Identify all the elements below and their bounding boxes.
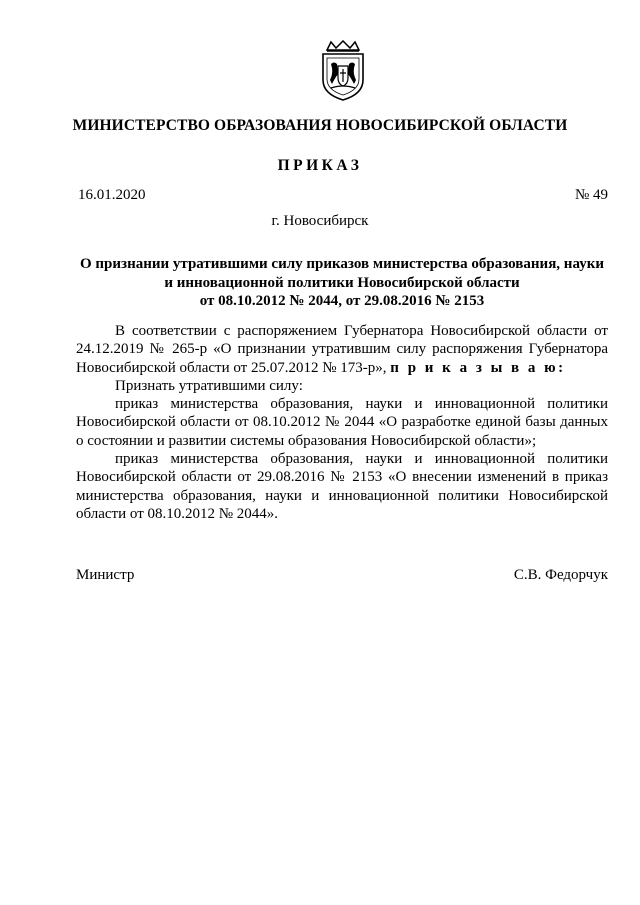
order-city: г. Новосибирск: [271, 213, 369, 229]
body-paragraph: [76, 322, 608, 377]
order-directive: п р и к а з ы в а ю:: [390, 359, 566, 376]
order-number: № 49: [574, 187, 608, 203]
body-paragraph: Признать утратившими силу:: [115, 377, 303, 394]
document-type: ПРИКАЗ: [277, 157, 363, 174]
body-paragraph: приказ министерства образования, науки и инновационной политики Новосибирской области от 08.10.2012 № 2044 «О разработке единой базы данных о состоянии и развитии системы образования Новосибирской области»;: [76, 396, 608, 449]
coat-of-arms-icon: [317, 40, 369, 102]
order-date: 16.01.2020: [78, 187, 146, 203]
body-paragraph-text: В соответствии с распоряжением Губернатора Новосибирской области от 24.12.2019 № 265-р «О признании утратившим силу распоряжения Губернатора Новосибирской области от 25.07.2012 № 173-р»,: [76, 323, 608, 376]
ministry-name: МИНИСТЕРСТВО ОБРАЗОВАНИЯ НОВОСИБИРСКОЙ ОБЛАСТИ: [72, 117, 568, 134]
body-paragraph: приказ министерства образования, науки и инновационной политики Новосибирской области от 29.08.2016 № 2153 «О внесении изменений в приказ министерства образования, науки и инновационной политики Новосибирской области от 08.10.2012 № 2044».: [76, 451, 608, 522]
heading-line: О признании утратившими силу приказов министерства образования, науки: [80, 256, 604, 272]
signatory-position: Министр: [76, 567, 135, 583]
order-heading: [76, 255, 608, 311]
heading-line: и инновационной политики Новосибирской области: [164, 274, 520, 291]
heading-line: от 08.10.2012 № 2044, от 29.08.2016 № 2153: [199, 293, 485, 309]
signatory-name: С.В. Федорчук: [513, 567, 608, 583]
order-body: [76, 322, 608, 523]
